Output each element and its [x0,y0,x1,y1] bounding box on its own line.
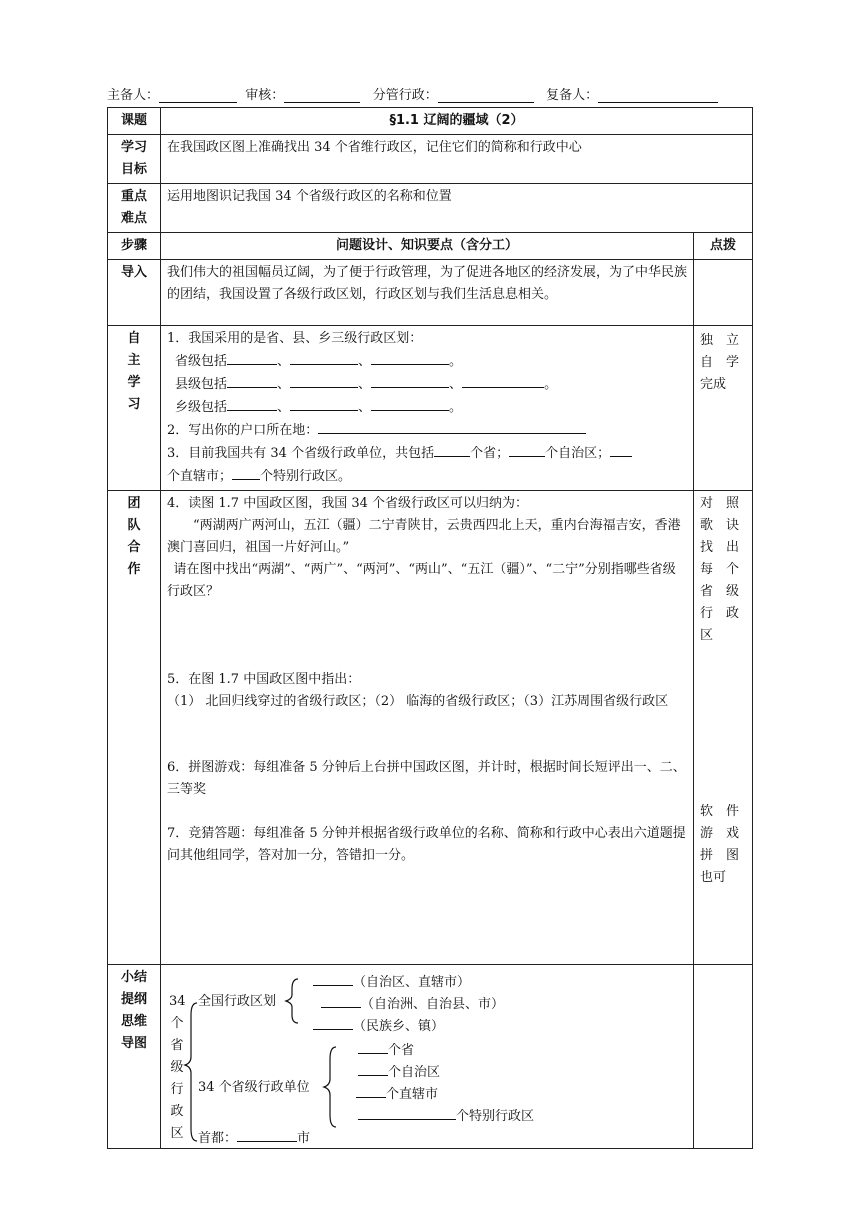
root-char: 省 [170,1038,184,1053]
self-study-content [161,326,694,491]
question-4: 4．读图 1.7 中国政区图，我国 34 个省级行政区可以归纳为： [167,496,529,511]
blank-field[interactable] [371,396,449,411]
unit-province [358,1039,414,1060]
capital-line [198,1127,310,1148]
unit-municipality [356,1083,438,1104]
admin-label: 分管行政： [372,88,438,103]
blank-field[interactable] [358,1105,456,1120]
blank-field[interactable] [358,1039,388,1054]
separator: 、 [449,377,463,392]
key-label-line1: 重点 [120,189,147,204]
topic-row [108,108,753,135]
province-label: 省级包括 [175,354,228,369]
blank-field[interactable] [290,350,358,365]
tip-line: 也可 [700,870,727,885]
county-label: 县级包括 [175,377,228,392]
question-4-task: 请在图中找出“两湖”、“两广”、“两河”、“两山”、“五江（疆）”、“二宁”分别指哪些省级行政区？ [167,562,676,599]
node-text: （自治洲、自治县、市） [361,997,505,1012]
team-label-char: 团 [127,496,141,511]
county-line [167,373,687,396]
tip-line: 每 个 [700,562,740,577]
node-text: 个省 [388,1043,415,1058]
self-study-label [108,326,161,491]
question-7: 7．竞猜答题：每组准备 5 分钟并根据省级行政单位的名称、简称和行政中心表出六道题提问其他组同学，答对加一分，答错扣一分。 [167,826,686,863]
blank-field[interactable] [290,373,358,388]
summary-label [108,965,161,1149]
units-label: 34 个省级行政单位 [198,1080,310,1095]
spacer [167,801,687,823]
key-label-line2: 难点 [120,211,147,226]
left-brace [185,1003,197,1141]
admin-field[interactable] [438,88,534,103]
co-preparer-label: 复备人： [546,88,599,103]
tip-line: 独 立 [700,333,740,348]
blank-field[interactable] [434,442,470,457]
q3-text: 个省； [470,446,510,461]
topic-label: 课题 [108,108,161,135]
goal-row [108,135,753,184]
unit-sar [358,1105,534,1126]
tip-line: 软 件 [700,804,740,819]
township-label: 乡级包括 [175,400,228,415]
summary-label-line: 提纲 [120,992,147,1007]
blank-field[interactable] [321,993,361,1008]
intro-label: 导入 [108,260,161,326]
goal-label-line1: 学习 [120,140,147,155]
unit-autonomous [358,1061,440,1082]
spacer [700,647,746,801]
node-text: （民族乡、镇） [353,1019,445,1034]
national-level-1 [313,971,470,992]
topic-value: §1.1 辽阔的疆域（2） [161,108,753,135]
summary-row [108,965,753,1149]
blank-field[interactable] [232,465,260,480]
tip-line: 区 [700,628,714,643]
document-header [107,84,757,103]
goal-text: 在我国政区图上准确找出 34 个省维行政区，记住它们的简称和行政中心 [161,135,753,184]
root-char: 行 [170,1082,184,1097]
node-text: 个特别行政区 [456,1109,535,1124]
root-char: 个 [170,1016,184,1031]
blank-field[interactable] [509,442,545,457]
blank-field[interactable] [227,373,277,388]
question-1: 1．我国采用的是省、县、乡三级行政区划： [167,331,423,346]
q3-text: 个自治区； [545,446,611,461]
mind-map-canvas [161,965,693,1147]
self-label-char: 主 [127,353,141,368]
summary-label-line: 导图 [120,1036,147,1051]
intro-tip [694,260,753,326]
q3-text: 个特别行政区。 [260,469,352,484]
tip-line: 歌 诀 [700,518,740,533]
intro-row [108,260,753,326]
teamwork-content [161,491,694,965]
blank-field[interactable] [313,1015,353,1030]
mind-map [161,965,694,1149]
period: 。 [544,377,558,392]
question-3 [167,442,687,488]
separator: 、 [358,400,372,415]
blank-field[interactable] [371,373,449,388]
q3-text: 个直辖市； [167,469,233,484]
root-char: 政 [170,1104,184,1119]
node-text: 个直辖市 [386,1087,439,1102]
main-preparer-label: 主备人： [107,88,160,103]
tip-line: 完成 [700,377,727,392]
steps-tip-header: 点拨 [694,233,753,260]
brace-units [324,1047,336,1127]
lesson-plan-table [107,107,753,1149]
key-label [108,184,161,233]
national-level-2 [321,993,504,1014]
tip-line: 对 照 [700,496,740,511]
separator: 、 [358,354,372,369]
reviewer-field[interactable] [284,88,360,103]
steps-middle-header: 问题设计、知识要点（含分工） [161,233,694,260]
tip-line: 自 学 [700,355,740,370]
key-text: 运用地图识记我国 34 个省级行政区的名称和位置 [161,184,753,233]
question-2-text: 2．写出你的户口所在地： [167,423,319,438]
answer-space[interactable] [167,603,687,669]
root-char: 级 [170,1060,184,1075]
national-division-label: 全国行政区划 [198,994,277,1009]
teamwork-label [108,491,161,965]
blank-field[interactable] [358,1061,388,1076]
blank-field[interactable] [371,350,449,365]
goal-label [108,135,161,184]
key-row [108,184,753,233]
blank-field[interactable] [290,396,358,411]
city-suffix: 市 [297,1131,311,1146]
goal-label-line2: 目标 [120,162,147,177]
teamwork-row [108,491,753,965]
summary-tip [694,965,753,1149]
question-2 [167,419,687,442]
blank-field[interactable] [356,1083,386,1098]
period: 。 [449,354,463,369]
separator: 、 [358,377,372,392]
blank-field[interactable] [610,442,632,457]
township-line [167,396,687,419]
root-char: 34 [169,994,186,1009]
separator: 、 [277,354,291,369]
self-label-char: 学 [127,375,141,390]
self-label-char: 自 [127,331,141,346]
node-text: （自治区、直辖市） [353,975,471,990]
tip-line: 找 出 [700,540,740,555]
brace-national [286,979,298,1023]
team-label-char: 作 [127,562,141,577]
answer-space[interactable] [167,713,687,757]
national-level-3 [313,1015,444,1036]
main-preparer-field[interactable] [159,88,237,103]
tip-line: 拼 图 [700,848,740,863]
node-text: 个自治区 [388,1065,441,1080]
self-study-row [108,326,753,491]
team-label-char: 合 [127,540,141,555]
team-label-char: 队 [127,518,141,533]
question-5: 5．在图 1.7 中国政区图中指出： [167,672,361,687]
blank-field[interactable] [313,971,353,986]
province-line [167,350,687,373]
question-6: 6．拼图游戏：每组准备 5 分钟后上台拼中国政区图，并计时，根据时间长短评出一、二、三等奖 [167,760,686,797]
tip-line: 行 政 [700,606,740,621]
self-label-char: 习 [127,397,141,412]
steps-label: 步骤 [108,233,161,260]
tip-line: 省 级 [700,584,740,599]
hukou-field[interactable] [318,419,586,434]
blank-field[interactable] [462,373,544,388]
self-study-tip [694,326,753,491]
capital-field[interactable] [237,1127,297,1142]
intro-text: 我们伟大的祖国幅员辽阔，为了便于行政管理，为了促进各地区的经济发展，为了中华民族的团结，我国设置了各级行政区划，行政区划与我们生活息息相关。 [161,260,694,326]
blank-field[interactable] [227,396,277,411]
tip-line: 游 戏 [700,826,740,841]
teamwork-tip [694,491,753,965]
reviewer-label: 审核： [245,88,285,103]
summary-label-line: 思维 [120,1014,147,1029]
blank-field[interactable] [227,350,277,365]
q3-text: 3．目前我国共有 34 个省级行政单位，共包括 [167,446,435,461]
summary-label-line: 小结 [120,970,147,985]
question-5-parts: （1） 北回归线穿过的省级行政区；（2） 临海的省级行政区；（3）江苏周围省级行政区 [167,694,669,709]
root-char: 区 [170,1126,184,1141]
separator: 、 [277,400,291,415]
co-preparer-field[interactable] [598,88,718,103]
separator: 、 [277,377,291,392]
mnemonic-verse: “两湖两广两河山，五江（疆）二宁青陕甘，云贵西四北上天，重内台海福吉安，香港澳门喜回归，祖国一片好河山。” [167,518,681,555]
period: 。 [449,400,463,415]
steps-header-row [108,233,753,260]
capital-label: 首都： [198,1131,238,1146]
